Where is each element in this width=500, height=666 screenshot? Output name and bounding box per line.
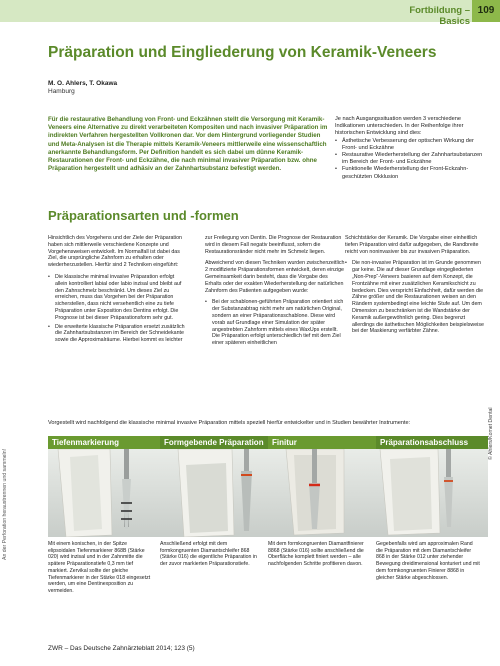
list-item: • Die klassische minimal invasive Präparation erfolgt allein kontrolliert labial oder labio inzisal und bleibt auf den Zahnschmelz beschränkt. Um dieses Ziel zu erreichen, muss das Vorgehen bei der Präparation sicherstellen, dass nicht versehentlich eine zu tiefe Präparation unter Exposition des Dentins erfolgt. Die Prognose ist bei dieser Präparationsform sehr gut. <box>48 274 188 322</box>
column-1 <box>48 235 188 346</box>
caption-depth-marking: Mit einem konischen, in der Spitze elipsoidalen Tiefenmarkierer 868B (Stärke 020) wird inzisal und in der Zahnmitte die spätere Präparationstiefe 0,3 mm tief markiert. Zervikal sollte der gleiche Tiefenmarkierer in der Stärke 018 eingesetzt werden, um eine Dentinexposition zu vermeiden. <box>48 541 151 594</box>
instruments-intro: Vorgestellt wird nachfolgend die klassische minimal invasive Präparation mittels speziell hierfür entwickelter und in Studien bewährter Instrumente: <box>48 420 411 426</box>
abstract: Für die restaurative Behandlung von Front- und Eckzähnen stellt die Versorgung mit Keramik-Veneers eine Alternative zu direkt verarbeiteten Kompositen und nach invasiver Präparation im indirekten Verfahren hergestellten Vollkronen dar. Vor dem Hintergrund vorliegender Studien und Meta-Analysen ist die Therapie mittels Keramik-Veneers mittlerweile eine wissenschaftlich anerkannte Behandlungsform. Per Definition handelt es sich dabei um dünne Keramik-Restaurationen der Front- und Eckzähne, die nach minimal invasiver Präparation bzw. ohne Präparation hergestellt und adhäsiv an der Zahnhartsubstanz befestigt werden. <box>48 116 328 173</box>
depth-marking-photo <box>48 449 160 537</box>
list-item: • Bei der schablonen-geführten Präparation orientiert sich der Substanzabtrag nicht mehr am natürlichen Original, sondern an einer Präparationsschablone. Diese wird vorab auf Grundlage einer Simulation der später angestrebten Zahnform mittels eines WaxUps erstellt. Die Präparation erfolgt unterschiedlich tief mit dem Ziel einer späteren einheitlichen <box>205 299 345 347</box>
column-2 <box>205 235 345 349</box>
paragraph: Hinsichtlich des Vorgehens und der Ziele der Präparation haben sich mittlerweile verschiedene Konzepte und Vorgehensweisen entwickelt. Im Normalfall ist dabei das Ziel, die ursprüngliche Zahnform zu erhalten oder wiederherzustellen. Hierfür sind 2 Techniken eingeführt: <box>48 235 182 269</box>
paragraph: Abweichend von diesen Techniken wurden zwischenzeitlich 2 modifizierte Präparationsformen entwickelt, deren einzige Gemeinsamkeit darin besteht, dass die Vorgabe des Erhalts oder der exakten Wiederherstellung der natürlichen Zahnform des Patienten aufgegeben wurde: <box>205 260 345 294</box>
article-authors: M. O. Ahlers, T. Okawa <box>48 80 118 87</box>
section-title: Präparationsarten und -formen <box>48 208 239 223</box>
list-item: • Restaurative Wiederherstellung der Zahnhartsubstanzen im Bereich der Front- und Eckzähne <box>335 152 485 166</box>
bullet-list <box>48 274 188 344</box>
article-title: Präparation und Eingliederung von Keramik-Veneers <box>48 44 437 61</box>
list-item: • Die erweiterte klassische Präparation ersetzt zusätzlich die Zahnhartsubstanzen im Bereich der Schneidekante sowie die Approximalräume. Hierbei kommt es leichter <box>48 324 188 344</box>
panel-label-3: Finitur <box>272 438 297 447</box>
header-left-band <box>0 0 392 22</box>
panel-label-4: Präparationsabschluss <box>380 438 469 447</box>
author-city: Hamburg <box>48 88 75 95</box>
preparation-completion-photo <box>376 449 488 537</box>
caption-finishing: Mit dem formkongruenten Diamantfinierer 8868 (Stärke 016) sollte anschließend die Oberfläche komplett finiert werden – alle nachfolgenden Schritte profitieren davon. <box>268 541 364 568</box>
photo-copyright: © Ahlers/Komet Dental <box>488 407 494 460</box>
journal-footer: ZWR – Das Deutsche Zahnärzteblatt 2014; 123 (5) <box>48 645 195 652</box>
page-number: 109 <box>477 5 495 16</box>
shaping-preparation-photo <box>160 449 272 537</box>
column-3 <box>345 235 485 337</box>
paragraph: Schichtstärke der Keramik. Die Vorgabe einer einheitlich tiefen Präparation wird dafür aufgegeben, die Randbreite reicht von noninvasiver bis zur invasiven Präparation. <box>345 235 479 255</box>
paragraph: zur Freilegung von Dentin. Die Prognose der Restauration wird in diesem Fall negativ beeinflusst, sofern die Restaurationsränder nicht mehr im Schmelz liegen. <box>205 235 342 255</box>
section-name: Fortbildung – Basics <box>409 5 470 27</box>
intro-right <box>335 116 485 181</box>
finishing-photo <box>268 449 380 537</box>
perforation-note: An der Perforation heraustrennen und sammeln! <box>2 448 8 560</box>
bullet-list <box>345 260 485 335</box>
list-item: • Die non-invasive Präparation ist im Grunde genommen gar keine. Die auf dieser Grundlage eingegliederten „Non-Prep“-Veneers basieren auf dem Konzept, die Frontzähne mit einer zusätzlichen Keramikschicht zu bedecken. Dies verspricht Einfachheit, dafür werden die Zähne größer und die Restaurationen weisen an den Rändern systembedingt eine leichte Stufe auf. Um dem Dimension zu beschränken ist die Wandstärke der Keramik außergewöhnlich gering. Dies begrenzt allerdings die ästhetischen Möglichkeiten beispielsweise bei der Maskierung verfärbter Zähne. <box>345 260 485 335</box>
intro-right-text: Je nach Ausgangssituation werden 3 verschiedene Indikationen unterschieden. In der Reihenfolge ihrer historischen Entwicklung sind dies: <box>335 116 464 137</box>
panel-label-1: Tiefenmarkierung <box>52 438 119 447</box>
list-item: • Funktionelle Wiederherstellung der Front-Eckzahn-geschützten Okklusion <box>335 166 485 180</box>
bullet-list <box>205 299 345 347</box>
list-item: • Ästhetische Verbesserung der optischen Wirkung der Front- und Eckzähne <box>335 138 485 152</box>
caption-shaping: Anschließend erfolgt mit dem formkongruenten Diamantschleifer 868 (Stärke 016) die eigentliche Präparation in der zuvor markierten Präparationstiefe. <box>160 541 257 568</box>
indication-list <box>335 138 485 181</box>
header-band <box>0 0 500 27</box>
panel-label-2: Formgebende Präparation <box>164 438 264 447</box>
caption-completion: Gegebenfalls wird am approximalen Rand die Präparation mit dem Diamantschleifer 868 in der Stärke 012 unter ziehender Bewegung dreidimensional konturiert und mit dem formkongruenten Finierer 8868 in gleicher Stärke abgeschlossen. <box>376 541 480 581</box>
